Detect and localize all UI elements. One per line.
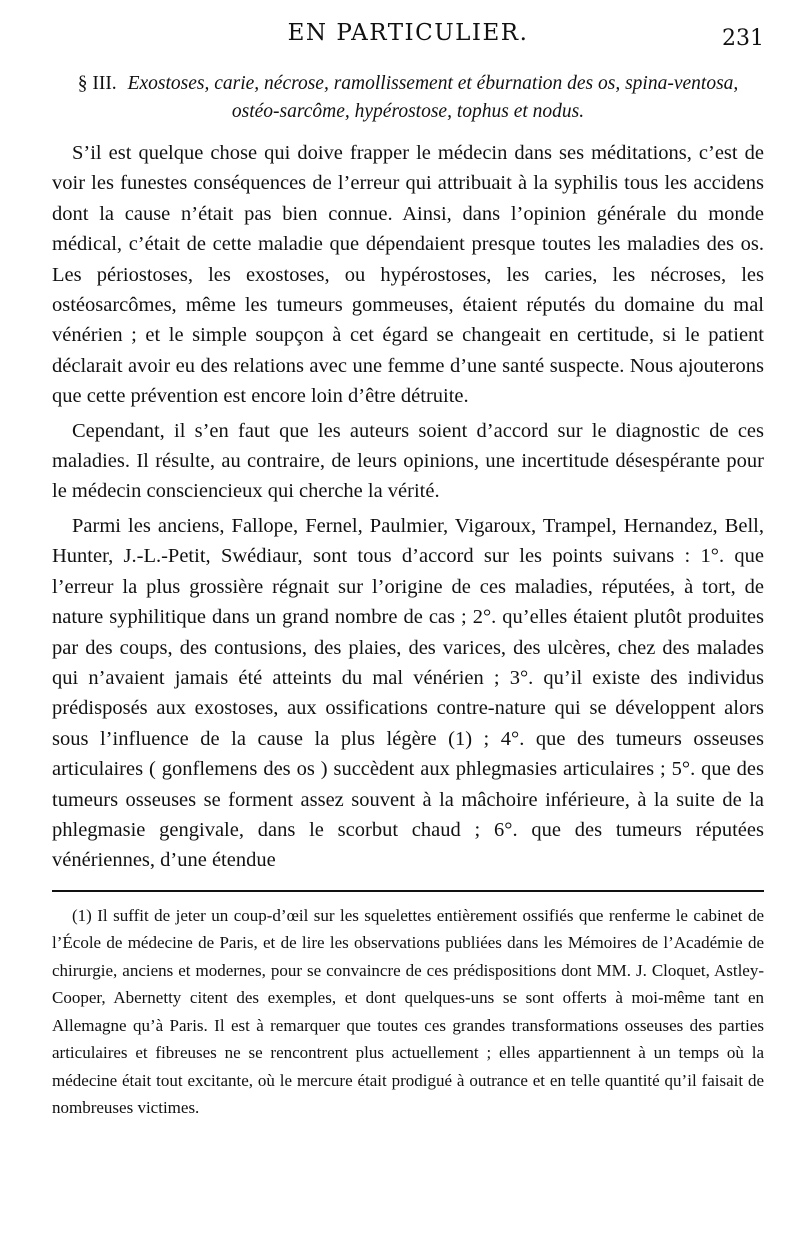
footnote-rule <box>52 890 764 892</box>
running-head <box>52 20 764 60</box>
paragraph: Parmi les anciens, Fallope, Fernel, Paulmier, Vigaroux, Trampel, Hernandez, Bell, Hunter, J.-L.-Petit, Swédiaur, sont tous d’accord sur les points suivans : 1°. que l’erreur la plus grossière régnait sur l’origine de ces maladies, réputées, à tort, de nature syphilitique dans un grand nombre de cas ; 2°. qu’elles étaient plutôt produites par des coups, des contusions, des plaies, des varices, des ulcères, chez des malades qui n’avaient jamais été atteints du mal vénérien ; 3°. qu’il existe des individus prédisposés aux exostoses, aux ossifications contre-nature qui se développent alors sous l’influence de la cause la plus légère (1) ; 4°. que des tumeurs osseuses articulaires ( gonflemens des os ) succèdent aux phlegmasies articulaires ; 5°. que des tumeurs osseuses se forment assez souvent à la mâchoire inférieure, à la suite de la phlegmasie gengivale, dans le scorbut chaud ; 6°. que des tumeurs réputées vénériennes, d’une étendue <box>52 514 764 872</box>
running-title: EN PARTICULIER. <box>287 20 529 46</box>
paragraph: Cependant, il s’en faut que les auteurs soient d’accord sur le diagnostic de ces maladies. Il résulte, au contraire, de leurs opinions, une incertitude désespérante pour le médecin consciencieux qui cherche la vérité. <box>52 419 764 503</box>
book-page <box>52 20 764 1122</box>
body-text <box>52 138 764 876</box>
paragraph: S’il est quelque chose qui doive frapper le médecin dans ses méditations, c’est de voir les funestes conséquences de l’erreur qui attribuait à la syphilis tous les accidens dont la cause n’était pas bien connue. Ainsi, dans l’opinion générale du monde médical, c’était de cette maladie que dépendaient presque toutes les maladies des os. Les périostoses, les exostoses, ou hypérostoses, les caries, les nécroses, les ostéosarcômes, même les tumeurs gommeuses, étaient réputés du domaine du mal vénérien ; et le simple soupçon à cet égard se changeait en certitude, si le patient déclarait avoir eu des relations avec une femme d’une santé suspecte. Nous ajouterons que cette prévention est encore loin d’être détruite. <box>52 142 764 408</box>
section-number: § III. <box>77 73 117 94</box>
section-heading <box>52 70 764 126</box>
page-number: 231 <box>722 26 764 51</box>
section-title: Exostoses, carie, nécrose, ramollissement et éburnation des os, spina-ventosa, ostéo-sarcôme, hypérostose, tophus et nodus. <box>127 73 739 122</box>
footnote: (1) Il suffit de jeter un coup-d’œil sur les squelettes entièrement ossifiés que renferme le cabinet de l’École de médecine de Paris, et de lire les observations publiées dans les Mémoires de l’Académie de chirurgie, anciens et modernes, pour se convaincre de ces prédispositions dont MM. J. Cloquet, Astley-Cooper, Abernetty citent des exemples, et dont quelques-uns se sont offerts à moi-même tant en Allemagne qu’à Paris. Il est à remarquer que toutes ces grandes transformations osseuses des parties articulaires et fibreuses ne se rencontrent plus actuellement ; elles appartiennent à un temps où la médecine était tout excitante, où le mercure était prodigué à outrance et en telle quantité qu’il faisait de nombreuses victimes. <box>52 905 764 1118</box>
